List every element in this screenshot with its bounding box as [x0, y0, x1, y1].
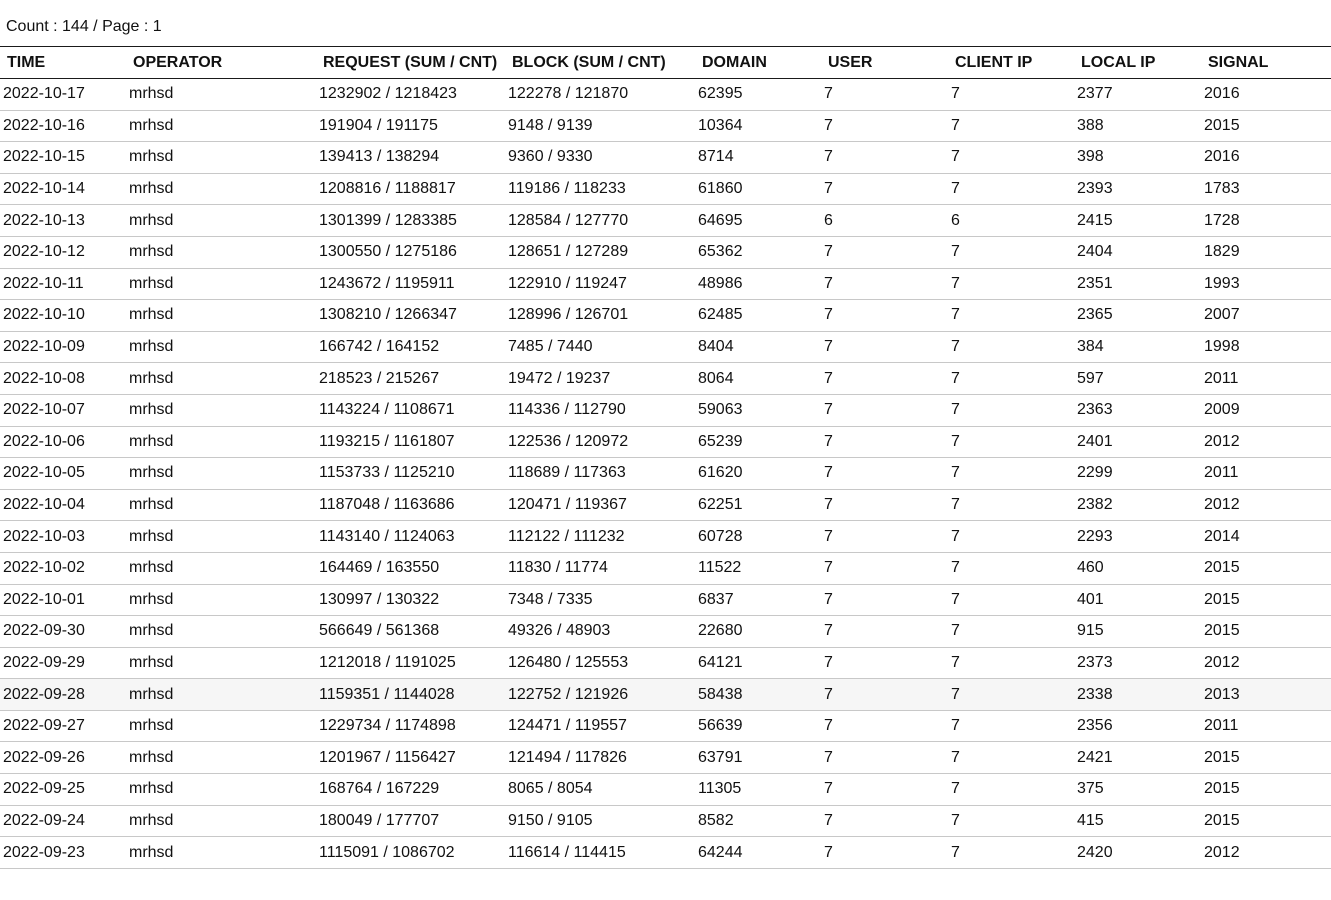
cell-signal: 2009: [1201, 394, 1331, 426]
cell-user: 7: [821, 616, 948, 648]
cell-block: 7348 / 7335: [505, 584, 695, 616]
cell-time: 2022-09-23: [0, 837, 126, 869]
cell-client-ip: 7: [948, 173, 1074, 205]
cell-block: 114336 / 112790: [505, 394, 695, 426]
cell-time: 2022-10-08: [0, 363, 126, 395]
cell-signal: 2015: [1201, 774, 1331, 806]
cell-request: 1243672 / 1195911: [316, 268, 505, 300]
cell-local-ip: 2299: [1074, 458, 1201, 490]
cell-time: 2022-10-04: [0, 489, 126, 521]
column-header-user[interactable]: USER: [828, 53, 873, 71]
cell-request: 191904 / 191175: [316, 110, 505, 142]
cell-block: 128996 / 126701: [505, 300, 695, 332]
cell-operator: mrhsd: [126, 426, 316, 458]
cell-signal: 2013: [1201, 679, 1331, 711]
cell-operator: mrhsd: [126, 805, 316, 837]
cell-domain: 65239: [695, 426, 821, 458]
cell-client-ip: 7: [948, 805, 1074, 837]
cell-local-ip: 2377: [1074, 79, 1201, 111]
cell-operator: mrhsd: [126, 268, 316, 300]
cell-time: 2022-10-12: [0, 236, 126, 268]
cell-user: 7: [821, 79, 948, 111]
cell-signal: 2015: [1201, 110, 1331, 142]
cell-request: 1208816 / 1188817: [316, 173, 505, 205]
column-header-local-ip[interactable]: LOCAL IP: [1081, 53, 1156, 71]
cell-domain: 8064: [695, 363, 821, 395]
cell-user: 7: [821, 331, 948, 363]
cell-local-ip: 2404: [1074, 236, 1201, 268]
cell-client-ip: 7: [948, 363, 1074, 395]
cell-local-ip: 384: [1074, 331, 1201, 363]
cell-block: 116614 / 114415: [505, 837, 695, 869]
cell-domain: 6837: [695, 584, 821, 616]
cell-client-ip: 6: [948, 205, 1074, 237]
table-row[interactable]: [0, 521, 1331, 553]
cell-request: 1159351 / 1144028: [316, 679, 505, 711]
cell-request: 168764 / 167229: [316, 774, 505, 806]
cell-signal: 2015: [1201, 805, 1331, 837]
cell-block: 11830 / 11774: [505, 552, 695, 584]
cell-user: 7: [821, 236, 948, 268]
cell-time: 2022-10-15: [0, 142, 126, 174]
cell-domain: 58438: [695, 679, 821, 711]
table-row[interactable]: [0, 679, 1331, 711]
cell-signal: 2011: [1201, 710, 1331, 742]
cell-block: 122536 / 120972: [505, 426, 695, 458]
cell-block: 9150 / 9105: [505, 805, 695, 837]
stats-table-container: [0, 46, 1331, 869]
cell-local-ip: 2421: [1074, 742, 1201, 774]
cell-domain: 11305: [695, 774, 821, 806]
cell-user: 7: [821, 552, 948, 584]
cell-request: 1229734 / 1174898: [316, 710, 505, 742]
cell-operator: mrhsd: [126, 79, 316, 111]
cell-local-ip: 460: [1074, 552, 1201, 584]
cell-signal: 2016: [1201, 79, 1331, 111]
cell-domain: 65362: [695, 236, 821, 268]
column-header-client-ip[interactable]: CLIENT IP: [955, 53, 1033, 71]
table-row[interactable]: [0, 647, 1331, 679]
cell-operator: mrhsd: [126, 458, 316, 490]
cell-domain: 62395: [695, 79, 821, 111]
cell-client-ip: 7: [948, 647, 1074, 679]
cell-operator: mrhsd: [126, 552, 316, 584]
cell-time: 2022-10-01: [0, 584, 126, 616]
cell-client-ip: 7: [948, 616, 1074, 648]
cell-time: 2022-10-02: [0, 552, 126, 584]
cell-block: 9360 / 9330: [505, 142, 695, 174]
cell-user: 7: [821, 489, 948, 521]
cell-operator: mrhsd: [126, 774, 316, 806]
cell-local-ip: 2293: [1074, 521, 1201, 553]
cell-request: 1232902 / 1218423: [316, 79, 505, 111]
cell-time: 2022-10-13: [0, 205, 126, 237]
cell-operator: mrhsd: [126, 110, 316, 142]
table-row[interactable]: [0, 331, 1331, 363]
cell-local-ip: 2415: [1074, 205, 1201, 237]
cell-client-ip: 7: [948, 837, 1074, 869]
cell-local-ip: 2338: [1074, 679, 1201, 711]
cell-request: 1153733 / 1125210: [316, 458, 505, 490]
cell-request: 139413 / 138294: [316, 142, 505, 174]
table-row[interactable]: [0, 616, 1331, 648]
cell-request: 130997 / 130322: [316, 584, 505, 616]
cell-operator: mrhsd: [126, 616, 316, 648]
cell-operator: mrhsd: [126, 363, 316, 395]
table-row[interactable]: [0, 394, 1331, 426]
cell-block: 126480 / 125553: [505, 647, 695, 679]
cell-domain: 64244: [695, 837, 821, 869]
cell-client-ip: 7: [948, 79, 1074, 111]
cell-domain: 22680: [695, 616, 821, 648]
cell-user: 7: [821, 647, 948, 679]
cell-domain: 48986: [695, 268, 821, 300]
cell-local-ip: 2356: [1074, 710, 1201, 742]
cell-time: 2022-09-27: [0, 710, 126, 742]
record-count-summary: Count : 144 / Page : 1: [6, 18, 162, 35]
cell-client-ip: 7: [948, 679, 1074, 711]
cell-user: 7: [821, 268, 948, 300]
cell-operator: mrhsd: [126, 584, 316, 616]
column-header-operator[interactable]: OPERATOR: [133, 53, 223, 71]
cell-domain: 62485: [695, 300, 821, 332]
cell-user: 7: [821, 584, 948, 616]
cell-user: 7: [821, 837, 948, 869]
table-row[interactable]: [0, 774, 1331, 806]
cell-client-ip: 7: [948, 774, 1074, 806]
cell-signal: 1728: [1201, 205, 1331, 237]
cell-local-ip: 2420: [1074, 837, 1201, 869]
table-row[interactable]: [0, 837, 1331, 869]
cell-signal: 2012: [1201, 489, 1331, 521]
cell-request: 1212018 / 1191025: [316, 647, 505, 679]
table-row[interactable]: [0, 300, 1331, 332]
table-row[interactable]: [0, 426, 1331, 458]
table-row[interactable]: [0, 268, 1331, 300]
cell-local-ip: 388: [1074, 110, 1201, 142]
cell-signal: 2015: [1201, 616, 1331, 648]
cell-client-ip: 7: [948, 552, 1074, 584]
cell-time: 2022-10-06: [0, 426, 126, 458]
table-row[interactable]: [0, 584, 1331, 616]
cell-user: 7: [821, 742, 948, 774]
cell-signal: 2015: [1201, 742, 1331, 774]
cell-signal: 2011: [1201, 458, 1331, 490]
cell-operator: mrhsd: [126, 521, 316, 553]
cell-user: 7: [821, 679, 948, 711]
table-row[interactable]: [0, 236, 1331, 268]
column-header-signal[interactable]: SIGNAL: [1208, 53, 1269, 71]
cell-time: 2022-10-17: [0, 79, 126, 111]
cell-time: 2022-10-11: [0, 268, 126, 300]
cell-request: 1308210 / 1266347: [316, 300, 505, 332]
cell-time: 2022-09-30: [0, 616, 126, 648]
cell-operator: mrhsd: [126, 300, 316, 332]
cell-block: 9148 / 9139: [505, 110, 695, 142]
cell-operator: mrhsd: [126, 394, 316, 426]
cell-operator: mrhsd: [126, 837, 316, 869]
table-row[interactable]: [0, 173, 1331, 205]
table-row[interactable]: [0, 142, 1331, 174]
cell-operator: mrhsd: [126, 679, 316, 711]
cell-domain: 56639: [695, 710, 821, 742]
cell-request: 1300550 / 1275186: [316, 236, 505, 268]
cell-block: 128651 / 127289: [505, 236, 695, 268]
cell-domain: 61860: [695, 173, 821, 205]
column-header-domain[interactable]: DOMAIN: [702, 53, 767, 71]
cell-user: 7: [821, 363, 948, 395]
cell-domain: 63791: [695, 742, 821, 774]
cell-local-ip: 398: [1074, 142, 1201, 174]
table-row[interactable]: [0, 363, 1331, 395]
cell-request: 1301399 / 1283385: [316, 205, 505, 237]
cell-operator: mrhsd: [126, 142, 316, 174]
stats-table: [0, 46, 1331, 869]
column-header-time[interactable]: TIME: [7, 53, 46, 71]
header-row: [0, 47, 1331, 79]
cell-client-ip: 7: [948, 110, 1074, 142]
cell-time: 2022-10-14: [0, 173, 126, 205]
cell-signal: 2016: [1201, 142, 1331, 174]
cell-time: 2022-10-07: [0, 394, 126, 426]
cell-block: 128584 / 127770: [505, 205, 695, 237]
cell-request: 166742 / 164152: [316, 331, 505, 363]
cell-user: 7: [821, 394, 948, 426]
cell-user: 7: [821, 805, 948, 837]
cell-request: 218523 / 215267: [316, 363, 505, 395]
table-header: [0, 47, 1331, 79]
cell-block: 49326 / 48903: [505, 616, 695, 648]
cell-signal: 1829: [1201, 236, 1331, 268]
cell-domain: 62251: [695, 489, 821, 521]
cell-user: 7: [821, 774, 948, 806]
cell-user: 7: [821, 142, 948, 174]
cell-client-ip: 7: [948, 300, 1074, 332]
cell-signal: 1998: [1201, 331, 1331, 363]
cell-local-ip: 915: [1074, 616, 1201, 648]
cell-local-ip: 2363: [1074, 394, 1201, 426]
cell-block: 19472 / 19237: [505, 363, 695, 395]
cell-user: 7: [821, 710, 948, 742]
table-row[interactable]: [0, 205, 1331, 237]
cell-domain: 61620: [695, 458, 821, 490]
cell-time: 2022-09-28: [0, 679, 126, 711]
cell-local-ip: 2382: [1074, 489, 1201, 521]
cell-local-ip: 2373: [1074, 647, 1201, 679]
table-row[interactable]: [0, 710, 1331, 742]
cell-client-ip: 7: [948, 521, 1074, 553]
cell-local-ip: 2393: [1074, 173, 1201, 205]
cell-block: 124471 / 119557: [505, 710, 695, 742]
cell-local-ip: 401: [1074, 584, 1201, 616]
table-row[interactable]: [0, 79, 1331, 111]
cell-client-ip: 7: [948, 584, 1074, 616]
table-row[interactable]: [0, 552, 1331, 584]
cell-signal: 1783: [1201, 173, 1331, 205]
cell-client-ip: 7: [948, 268, 1074, 300]
table-row[interactable]: [0, 742, 1331, 774]
cell-user: 7: [821, 521, 948, 553]
cell-time: 2022-09-25: [0, 774, 126, 806]
cell-request: 1143224 / 1108671: [316, 394, 505, 426]
cell-request: 180049 / 177707: [316, 805, 505, 837]
cell-client-ip: 7: [948, 142, 1074, 174]
cell-client-ip: 7: [948, 710, 1074, 742]
cell-local-ip: 2365: [1074, 300, 1201, 332]
cell-block: 122278 / 121870: [505, 79, 695, 111]
cell-request: 566649 / 561368: [316, 616, 505, 648]
cell-domain: 8582: [695, 805, 821, 837]
cell-domain: 8404: [695, 331, 821, 363]
cell-domain: 59063: [695, 394, 821, 426]
cell-domain: 64121: [695, 647, 821, 679]
cell-time: 2022-10-16: [0, 110, 126, 142]
cell-signal: 2014: [1201, 521, 1331, 553]
cell-local-ip: 415: [1074, 805, 1201, 837]
cell-block: 121494 / 117826: [505, 742, 695, 774]
cell-domain: 8714: [695, 142, 821, 174]
cell-user: 7: [821, 458, 948, 490]
cell-operator: mrhsd: [126, 205, 316, 237]
cell-signal: 2015: [1201, 584, 1331, 616]
cell-domain: 11522: [695, 552, 821, 584]
table-row[interactable]: [0, 458, 1331, 490]
cell-user: 7: [821, 110, 948, 142]
cell-signal: 2012: [1201, 837, 1331, 869]
column-header-request[interactable]: REQUEST (SUM / CNT): [323, 53, 498, 71]
cell-local-ip: 2351: [1074, 268, 1201, 300]
cell-time: 2022-10-10: [0, 300, 126, 332]
cell-user: 7: [821, 426, 948, 458]
cell-block: 8065 / 8054: [505, 774, 695, 806]
cell-request: 164469 / 163550: [316, 552, 505, 584]
cell-time: 2022-09-24: [0, 805, 126, 837]
cell-operator: mrhsd: [126, 331, 316, 363]
cell-domain: 10364: [695, 110, 821, 142]
cell-signal: 2012: [1201, 426, 1331, 458]
cell-time: 2022-10-05: [0, 458, 126, 490]
cell-time: 2022-10-09: [0, 331, 126, 363]
cell-client-ip: 7: [948, 742, 1074, 774]
cell-operator: mrhsd: [126, 236, 316, 268]
table-row[interactable]: [0, 489, 1331, 521]
cell-block: 122910 / 119247: [505, 268, 695, 300]
cell-client-ip: 7: [948, 458, 1074, 490]
cell-local-ip: 597: [1074, 363, 1201, 395]
cell-signal: 2011: [1201, 363, 1331, 395]
cell-local-ip: 2401: [1074, 426, 1201, 458]
cell-client-ip: 7: [948, 236, 1074, 268]
cell-request: 1193215 / 1161807: [316, 426, 505, 458]
cell-user: 7: [821, 173, 948, 205]
cell-user: 6: [821, 205, 948, 237]
table-row[interactable]: [0, 110, 1331, 142]
cell-time: 2022-09-29: [0, 647, 126, 679]
cell-block: 120471 / 119367: [505, 489, 695, 521]
cell-request: 1143140 / 1124063: [316, 521, 505, 553]
cell-user: 7: [821, 300, 948, 332]
cell-request: 1187048 / 1163686: [316, 489, 505, 521]
cell-time: 2022-10-03: [0, 521, 126, 553]
cell-client-ip: 7: [948, 331, 1074, 363]
cell-block: 122752 / 121926: [505, 679, 695, 711]
cell-client-ip: 7: [948, 394, 1074, 426]
cell-block: 7485 / 7440: [505, 331, 695, 363]
cell-signal: 1993: [1201, 268, 1331, 300]
cell-block: 118689 / 117363: [505, 458, 695, 490]
cell-signal: 2015: [1201, 552, 1331, 584]
cell-operator: mrhsd: [126, 489, 316, 521]
cell-operator: mrhsd: [126, 742, 316, 774]
table-row[interactable]: [0, 805, 1331, 837]
cell-operator: mrhsd: [126, 710, 316, 742]
cell-domain: 60728: [695, 521, 821, 553]
cell-block: 119186 / 118233: [505, 173, 695, 205]
cell-local-ip: 375: [1074, 774, 1201, 806]
cell-request: 1201967 / 1156427: [316, 742, 505, 774]
column-header-block[interactable]: BLOCK (SUM / CNT): [512, 53, 666, 71]
cell-operator: mrhsd: [126, 647, 316, 679]
cell-signal: 2007: [1201, 300, 1331, 332]
cell-time: 2022-09-26: [0, 742, 126, 774]
cell-client-ip: 7: [948, 489, 1074, 521]
cell-signal: 2012: [1201, 647, 1331, 679]
cell-request: 1115091 / 1086702: [316, 837, 505, 869]
table-body: [0, 79, 1331, 869]
cell-operator: mrhsd: [126, 173, 316, 205]
cell-block: 112122 / 111232: [505, 521, 695, 553]
cell-domain: 64695: [695, 205, 821, 237]
cell-client-ip: 7: [948, 426, 1074, 458]
